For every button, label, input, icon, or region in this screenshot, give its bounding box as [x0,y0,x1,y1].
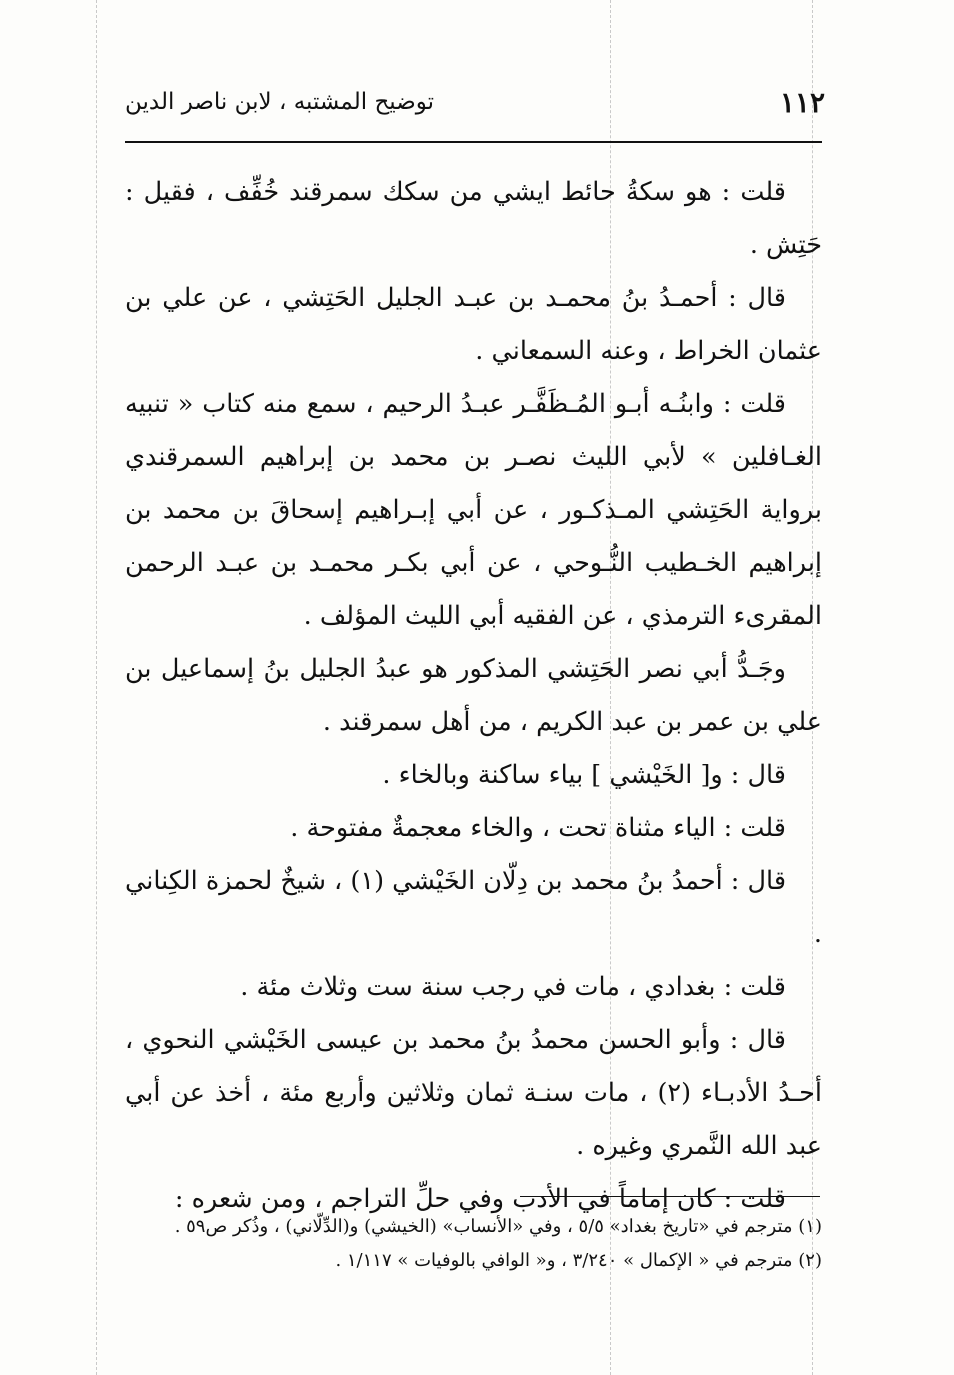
paragraph: قال : وأبو الحسن محمدُ بنُ محمد بن عيسى الخَيْشي النحوي ، أحـدُ الأدبـاء (٢) ، مات سنـة ثمان وثلاثين وأربع مئة ، أخذ عن أبي عبد الله النَّمري وغيره . [125,1025,822,1161]
scan-artifact-line [96,0,97,1375]
paragraph: قال : أحمدُ بنُ محمد بن دِلّان الخَيْشي (١) ، شيخٌ لحمزة الكِناني . [125,866,822,949]
paragraph: قلت : وابنُـه أبـو المُـظَفَّـر عبـدُ الرحيم ، سمع منه كتاب « تنبيه الغـافلين » لأبي الليث نصـر بن محمد بن إبراهيم السمرقندي برواية الحَتِشي المـذكـور ، عن أبي إبـراهيم إسحاقَ بن محمد بن إبراهيم الخـطيب النُّـوحي ، عن أبي بكـر محمـد بن عبـد الرحمن المقرىء الترمذي ، عن الفقيه أبي الليث المؤلف . [125,389,822,631]
paragraph: قلت : هو سكةُ حائط ايشي من سكك سمرقند خُفِّف ، فقيل : حَتِش . [125,177,822,260]
paragraph: قلت : الياء مثناة تحت ، والخاء معجمةٌ مفتوحة . [290,813,786,843]
paragraph: وجَـدُّ أبي نصر الحَتِشي المذكور هو عبدُ الجليل بنُ إسماعيل بن علي بن عمر بن عبد الكريم ، من أهل سمرقند . [125,654,822,737]
main-text [125,166,822,1226]
running-title: توضيح المشتبه ، لابن ناصر الدين [125,89,435,115]
paragraph: قلت : كان إماماً في الأدب وفي حلِّ التراجم ، ومن شعره : [174,1184,786,1214]
page-number: ١١٢ [779,85,825,119]
paragraph: قال : و[ الخَيْشي ] بياء ساكنة وبالخاء . [382,760,786,790]
footnote: (١) مترجم في «تاريخ بغداد» ٥/٥ ، وفي «الأنساب» (الخيشي) و(الدِّلّاني) ، وذُكر ص٥٩ . [174,1216,822,1237]
paragraph: قال : أحمـدُ بنُ محمـد بن عبـد الجليل الحَتِشي ، عن علي بن عثمان الخراط ، وعنه السمعاني . [125,283,822,366]
header-rule [125,141,822,143]
page-header [125,80,825,124]
footnote-rule [520,1196,820,1197]
footnote: (٢) مترجم في « الإكمال » ٣/٢٤٠ ، و« الوافي بالوفيات » ١/١١٧ . [335,1250,822,1271]
paragraph: قلت : بغدادي ، مات في رجب سنة ست وثلاث مئة . [240,972,786,1002]
footnotes [125,1210,822,1278]
